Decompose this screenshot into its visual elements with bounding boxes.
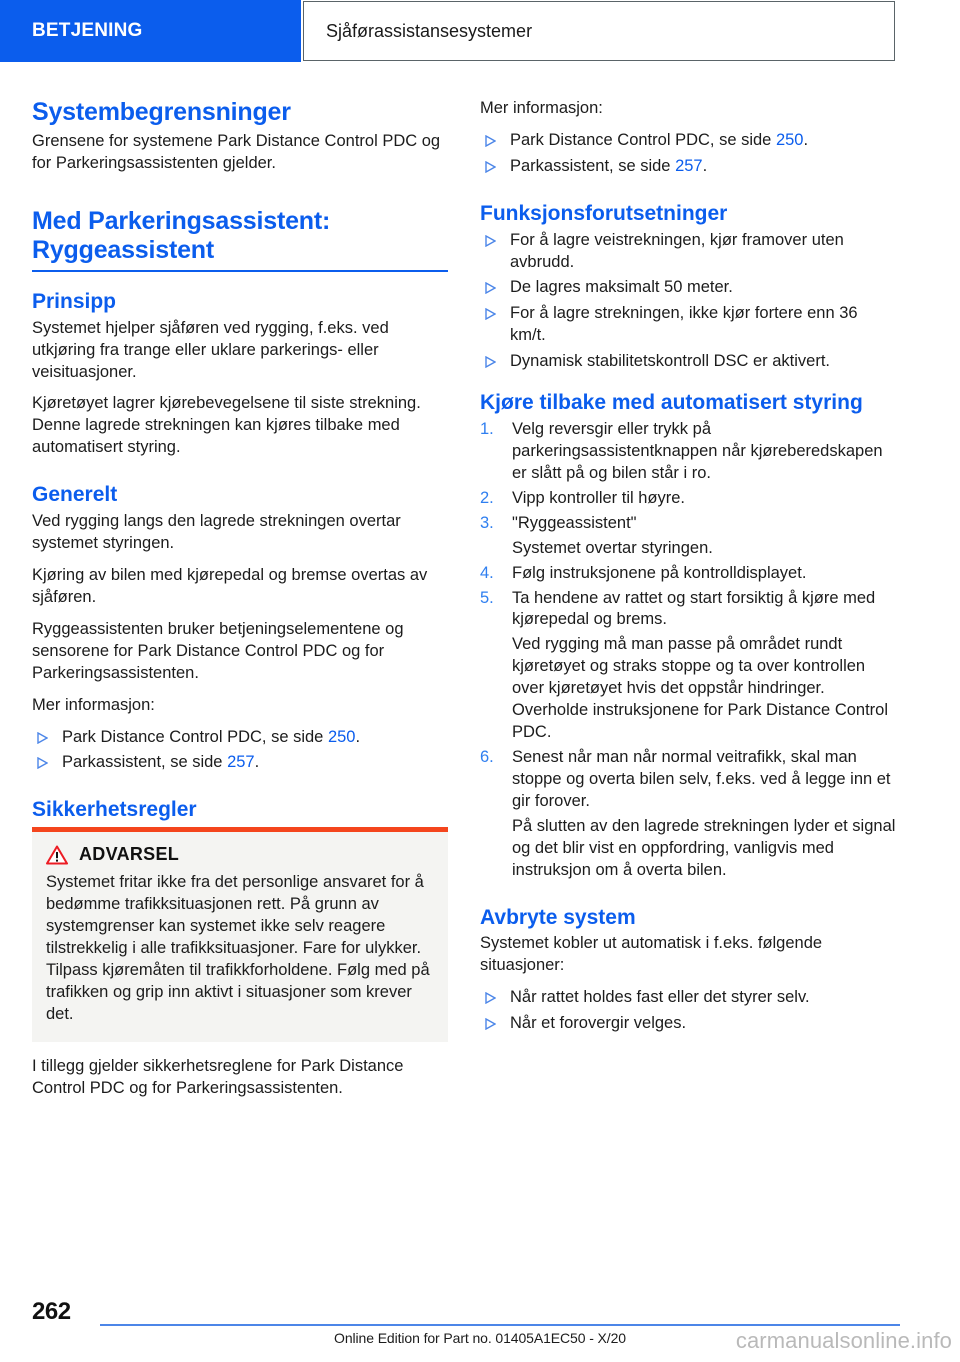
warning-label: ADVARSEL	[79, 844, 180, 865]
cross-reference-list-left	[32, 727, 448, 775]
watermark-text: carmanualsonline.info	[735, 1328, 952, 1353]
funksjonsforutsetninger-list	[480, 230, 896, 374]
avbryte-system-list	[480, 987, 896, 1035]
xref-text-after: .	[355, 727, 361, 746]
page-reference-link[interactable]: 257	[675, 156, 703, 175]
left-column	[32, 98, 448, 1110]
xref-text-before: Park Distance Control PDC, se side	[510, 130, 776, 149]
list-item	[480, 513, 896, 535]
warning-text: Systemet fritar ikke fra det personlige ansvaret for å bedømme trafikksituasjonen rett. På grunn av systemgrenser kan systemet ikke selv reagere tilstrekkelig i alle trafikksituasjoner. Fare for ulykker. Tilpass kjøremåten til trafikkforholdene. Følg med på trafikken og grip inn aktivt i situasjoner som krever det.	[46, 873, 430, 1023]
heading-kjore-tilbake: Kjøre tilbake med automatisert styring	[480, 391, 863, 415]
list-item	[480, 1013, 896, 1035]
step-sub-text-wrapper	[480, 634, 896, 744]
triangle-bullet-icon	[485, 356, 496, 368]
paragraph-avbryte-intro: Systemet kobler ut automatisk i f.eks. følgende situasjoner:	[480, 934, 823, 975]
triangle-bullet-icon	[485, 135, 496, 147]
header-section-tab[interactable]	[0, 0, 301, 62]
step-number: 1.	[480, 419, 494, 438]
step-number: 5.	[480, 588, 494, 607]
step-sub-text: På slutten av den lagrede strekningen lyder et signal og det blir vist en oppfordring, vanligvis med instruksjon om å overta bilen.	[512, 816, 896, 879]
xref-text-before: Parkassistent, se side	[62, 753, 228, 772]
heading-prinsipp: Prinsipp	[32, 289, 117, 313]
spacer	[32, 469, 448, 483]
paragraph-generelt-1: Ved rygging langs den lagrede strekningen overtar systemet styringen.	[32, 512, 401, 552]
warning-box	[32, 827, 448, 1042]
list-item	[480, 747, 896, 813]
breadcrumb: Sjåførassistansesystemer	[326, 20, 533, 41]
step-sub-text: Systemet overtar styringen.	[512, 538, 713, 557]
spacer	[480, 188, 896, 202]
step-number: 6.	[480, 748, 494, 767]
list-item-label: Når et forovergir velges.	[510, 1014, 687, 1033]
spacer	[32, 185, 448, 207]
label-mer-informasjon-right: Mer informasjon:	[480, 99, 603, 117]
list-item-label: For å lagre strekningen, ikke kjør fortere enn 36 km/t.	[510, 304, 858, 345]
triangle-bullet-icon	[485, 308, 496, 320]
list-item	[480, 419, 896, 485]
step-text: Følg instruksjonene på kontrolldisplayet.	[512, 563, 807, 582]
right-column	[480, 98, 896, 1045]
paragraph-generelt-3: Ryggeassistenten bruker betjeningselementene og sensorene for Park Distance Control PDC og for Parkeringsassistenten.	[32, 619, 404, 682]
xref-text-after: .	[254, 753, 260, 772]
header-section-tab-label: BETJENING	[32, 20, 143, 41]
heading-med-parkeringsassistent: Med Parkeringsassistent: Ryggeassistent	[32, 207, 448, 272]
label-mer-informasjon-left: Mer informasjon:	[32, 695, 155, 714]
step-text: Senest når man når normal veitrafikk, skal man stoppe og overta bilen selv, f.eks. ved å legge inn et gir forover.	[512, 748, 891, 810]
list-item	[480, 488, 896, 510]
triangle-bullet-icon	[485, 235, 496, 247]
page-footer	[0, 1290, 960, 1362]
step-sub-text: Ved rygging må man passe på området rundt kjøretøyet og straks stoppe og ta over kontrollen over kjøretøyet hvis det oppstår hindringer. Overholde instruksjonene for Park Distance Control PDC.	[512, 635, 889, 742]
step-sub-text-wrapper	[480, 816, 896, 882]
heading-sikkerhetsregler: Sikkerhetsregler	[32, 798, 197, 822]
step-number: 2.	[480, 488, 494, 507]
xref-text-after: .	[702, 156, 708, 175]
header-breadcrumb-box[interactable]	[303, 1, 895, 61]
triangle-bullet-icon	[485, 161, 496, 173]
step-text: Vipp kontroller til høyre.	[512, 488, 686, 507]
paragraph-after-warning: I tillegg gjelder sikkerhetsreglene for Park Distance Control PDC og for Parkeringsassistenten.	[32, 1056, 404, 1097]
kjore-tilbake-steps	[480, 419, 896, 882]
triangle-bullet-icon	[485, 282, 496, 294]
list-item-label: Dynamisk stabilitetskontroll DSC er aktivert.	[510, 352, 831, 371]
page-number: 262	[32, 1298, 71, 1325]
step-sub-text-wrapper	[480, 538, 896, 560]
list-item-label: De lagres maksimalt 50 meter.	[510, 278, 733, 297]
heading-systembegrensninger: Systembegrensninger	[32, 98, 291, 126]
step-text: Ta hendene av rattet og start forsiktig å kjøre med kjørepedal og brems.	[512, 588, 876, 629]
page-reference-link[interactable]: 257	[227, 753, 255, 772]
list-item	[480, 303, 896, 347]
xref-text-after: .	[803, 130, 809, 149]
list-item	[480, 277, 896, 299]
warning-header	[46, 844, 434, 865]
list-item-label: Når rattet holdes fast eller det styrer selv.	[510, 988, 810, 1007]
paragraph-prinsipp-1: Systemet hjelper sjåføren ved rygging, f.eks. ved utkjøring fra trange eller uklare parkerings- eller veisituasjoner.	[32, 318, 389, 381]
footer-edition-note: Online Edition for Part no. 01405A1EC50 - X/20	[334, 1330, 626, 1346]
footer-divider	[100, 1324, 900, 1326]
xref-text-before: Parkassistent, se side	[510, 156, 676, 175]
spacer	[480, 383, 896, 391]
spacer	[32, 282, 448, 290]
step-number: 3.	[480, 513, 494, 532]
spacer	[480, 892, 896, 906]
spacer	[32, 784, 448, 798]
page-reference-link[interactable]: 250	[327, 727, 356, 746]
triangle-bullet-icon	[485, 992, 496, 1004]
triangle-bullet-icon	[37, 757, 48, 769]
list-item	[480, 588, 896, 632]
list-item	[480, 351, 896, 373]
xref-text-before: Park Distance Control PDC, se side	[62, 727, 328, 746]
paragraph-prinsipp-2: Kjøretøyet lagrer kjørebevegelsene til siste strekning. Denne lagrede strekningen kan kjøres tilbake med automatisert styring.	[32, 394, 421, 457]
warning-triangle-icon	[46, 845, 68, 865]
page-header	[0, 0, 960, 66]
heading-generelt: Generelt	[32, 483, 118, 507]
list-item	[480, 230, 896, 274]
page-reference-link[interactable]: 250	[775, 130, 804, 149]
paragraph-systembegrensninger: Grensene for systemene Park Distance Control PDC og for Parkeringsassistenten gjelder.	[32, 132, 441, 172]
step-number: 4.	[480, 563, 494, 582]
step-text: Velg reversgir eller trykk på parkeringsassistentknappen når kjøreberedskapen er slått på og bilen står i ro.	[512, 419, 883, 482]
list-item[interactable]	[480, 156, 896, 178]
paragraph-generelt-2: Kjøring av bilen med kjørepedal og bremse overtas av sjåføren.	[32, 565, 428, 606]
step-text: "Ryggeassistent"	[512, 513, 637, 532]
cross-reference-list-right	[480, 130, 896, 178]
triangle-bullet-icon	[485, 1018, 496, 1030]
triangle-bullet-icon	[37, 732, 48, 744]
list-item	[480, 987, 896, 1009]
list-item[interactable]	[32, 752, 448, 774]
list-item[interactable]	[480, 130, 896, 152]
list-item	[480, 563, 896, 585]
heading-funksjonsforutsetninger: Funksjonsforutsetninger	[480, 201, 728, 225]
heading-avbryte-system: Avbryte system	[480, 905, 636, 929]
list-item[interactable]	[32, 727, 448, 749]
list-item-label: For å lagre veistrekningen, kjør framover uten avbrudd.	[510, 230, 844, 271]
